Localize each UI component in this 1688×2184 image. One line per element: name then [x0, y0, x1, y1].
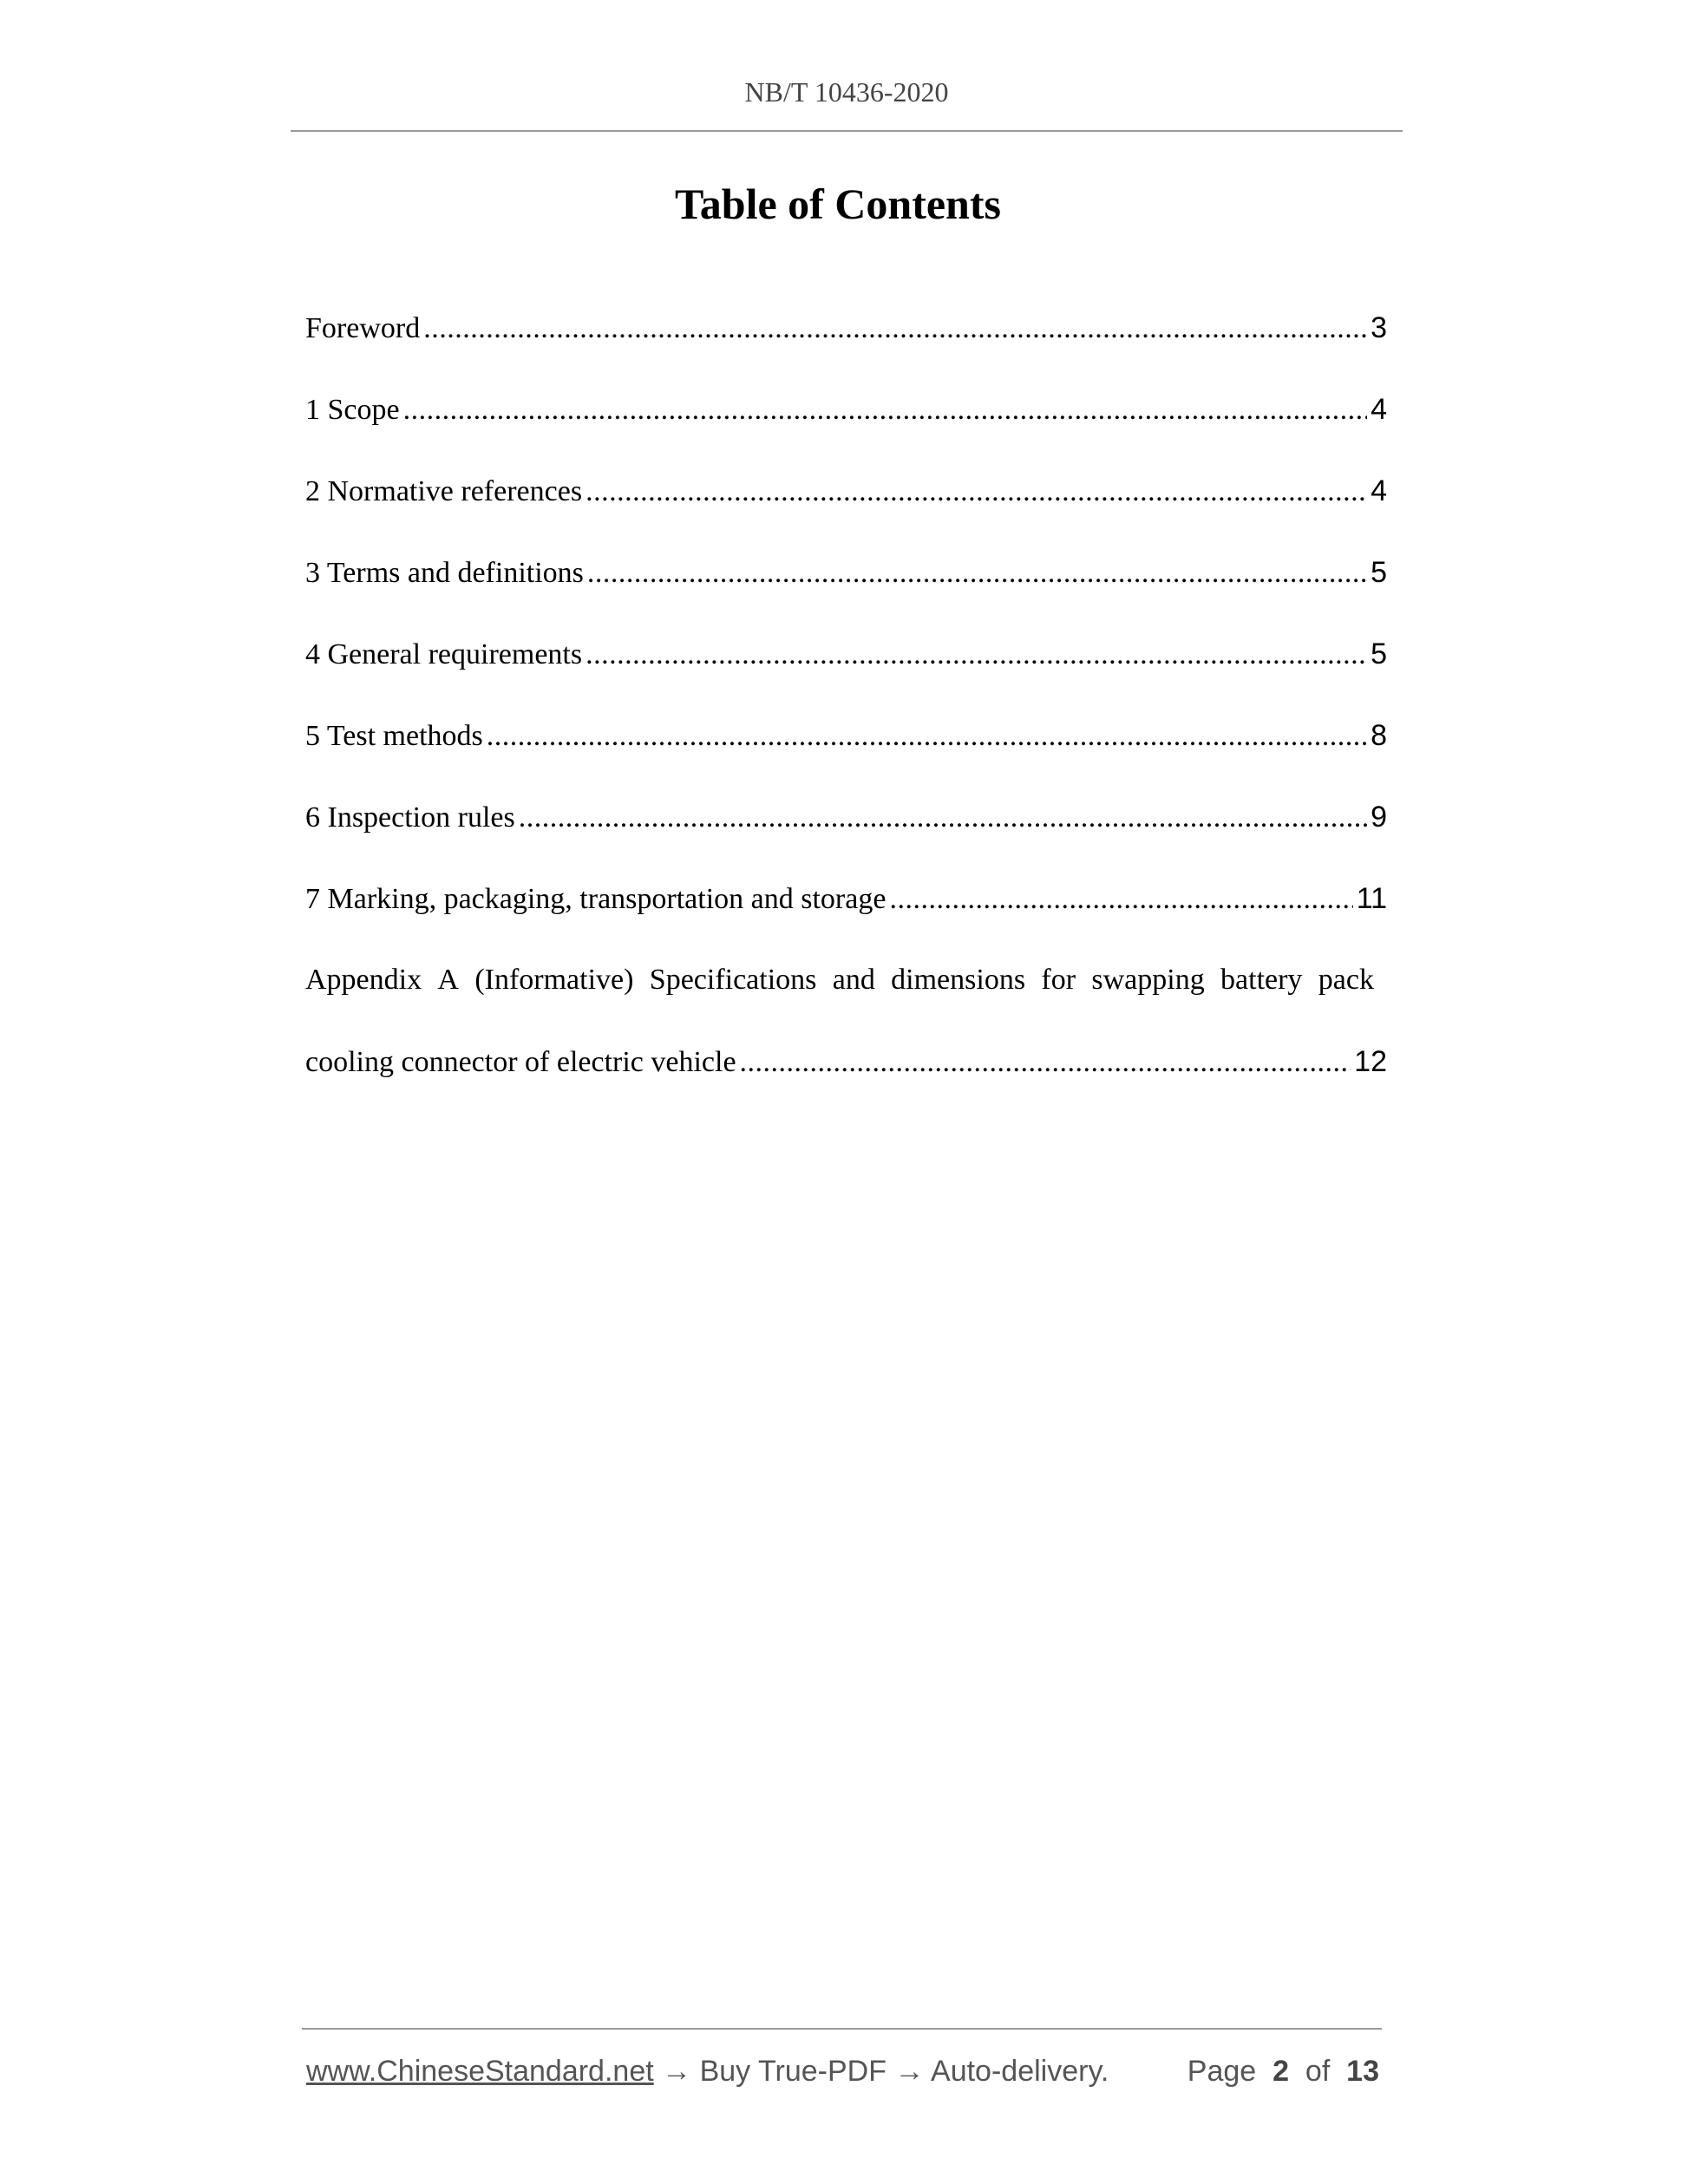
toc-entry-label: Foreword: [305, 312, 421, 344]
toc-leader-dots: [487, 710, 1367, 762]
toc-leader-dots: [423, 303, 1367, 355]
toc-entry-page: 11: [1356, 882, 1387, 915]
toc-word: A: [437, 964, 459, 996]
toc-entry-page: 8: [1371, 719, 1387, 752]
toc-leader-dots: [587, 547, 1367, 599]
toc-entry-label: 5 Test methods: [305, 720, 483, 752]
toc-word: (Informative): [474, 964, 634, 996]
page-of-label: of: [1305, 2055, 1331, 2088]
arrow-right-icon: →: [662, 2055, 692, 2088]
toc-entry-page: 5: [1371, 638, 1387, 670]
toc-word: swapping: [1091, 964, 1205, 996]
toc-word: Specifications: [649, 964, 817, 996]
toc-entry-label: 6 Inspection rules: [305, 801, 515, 834]
toc-entry-general-requirements[interactable]: [305, 628, 1387, 709]
total-page-count: 13: [1346, 2055, 1379, 2088]
table-of-contents: [305, 302, 1387, 1117]
header-divider: [291, 130, 1403, 132]
toc-leader-dots: [519, 792, 1367, 844]
toc-leader-dots: [889, 873, 1352, 925]
toc-entry-marking-packaging[interactable]: [305, 873, 1387, 954]
toc-leader-dots: [586, 629, 1367, 681]
toc-entry-page: 4: [1371, 393, 1387, 426]
toc-entry-page: 4: [1371, 474, 1387, 507]
toc-word: and: [832, 964, 875, 996]
toc-entry-scope[interactable]: [305, 383, 1387, 465]
arrow-right-icon: →: [894, 2055, 925, 2088]
toc-word: pack: [1318, 964, 1374, 996]
page-indicator: [1187, 2052, 1379, 2090]
chinese-standard-link[interactable]: www.ChineseStandard.net: [306, 2055, 654, 2088]
toc-leader-dots: [403, 384, 1367, 436]
current-page-number: 2: [1273, 2055, 1289, 2088]
toc-entry-label: cooling connector of electric vehicle: [305, 1046, 736, 1078]
toc-entry-foreword[interactable]: [305, 302, 1387, 383]
toc-word: for: [1041, 964, 1076, 996]
toc-entry-label: 2 Normative references: [305, 475, 583, 507]
toc-entry-normative-references[interactable]: [305, 465, 1387, 546]
toc-entry-test-methods[interactable]: [305, 709, 1387, 791]
toc-entry-inspection-rules[interactable]: [305, 791, 1387, 873]
footer-divider: [302, 2028, 1382, 2030]
toc-entry-page: 9: [1371, 801, 1387, 834]
toc-entry-appendix-a-line1[interactable]: [305, 954, 1374, 1036]
toc-entry-page: 12: [1354, 1045, 1387, 1078]
buy-true-pdf-text: Buy True-PDF: [699, 2055, 887, 2088]
page-label: Page: [1187, 2055, 1257, 2088]
toc-entry-label: 4 General requirements: [305, 638, 583, 670]
toc-word: Appendix: [305, 964, 422, 996]
toc-entry-terms-and-definitions[interactable]: [305, 546, 1387, 628]
toc-entry-label: 1 Scope: [305, 394, 400, 426]
toc-entry-label: 7 Marking, packaging, transportation and storage: [305, 883, 887, 915]
toc-title: Table of Contents: [675, 180, 1001, 228]
auto-delivery-text: Auto-delivery.: [931, 2055, 1109, 2088]
toc-word: battery: [1220, 964, 1303, 996]
toc-word: dimensions: [891, 964, 1026, 996]
toc-entry-appendix-a-line2[interactable]: [305, 1036, 1387, 1117]
toc-leader-dots: [586, 466, 1367, 518]
toc-entry-page: 5: [1371, 556, 1387, 589]
toc-entry-label: 3 Terms and definitions: [305, 557, 584, 589]
toc-entry-page: 3: [1371, 311, 1387, 344]
toc-leader-dots: [740, 1036, 1351, 1089]
page-footer: [306, 2052, 1379, 2090]
document-code-header: NB/T 10436-2020: [744, 76, 949, 108]
